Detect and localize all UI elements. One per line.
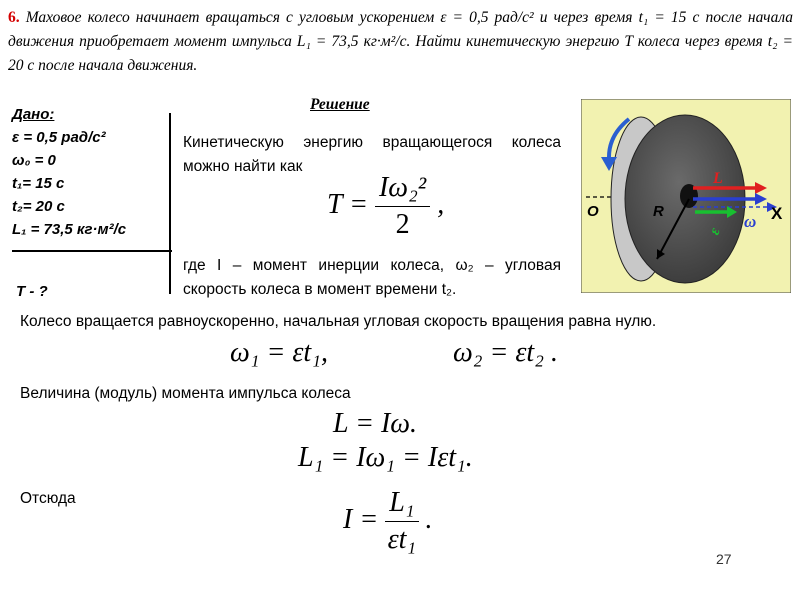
label-O: O — [587, 203, 599, 220]
given-line: t₁= 15 с — [12, 175, 65, 192]
formula-lhs: T = — [327, 188, 368, 220]
formula-lhs: I = — [343, 503, 379, 535]
given-line: L₁ = 73,5 кг·м²/с — [12, 221, 127, 238]
formula-tail: , — [437, 188, 445, 220]
label-omega: ω — [744, 212, 757, 231]
formula-fraction — [385, 487, 418, 556]
solution-title: Решение — [310, 96, 370, 113]
given-line: ε = 0,5 рад/с² — [12, 129, 106, 146]
fraction-denominator: εt₁ — [387, 524, 417, 555]
formula-omega2: ω₂ = εt₂ . — [453, 337, 558, 368]
label-L: L — [713, 170, 723, 187]
formula-tail: . — [425, 503, 433, 535]
label-epsilon: ε — [706, 225, 724, 238]
formula-omega1: ω₁ = εt₁, — [230, 337, 328, 368]
fraction-numerator: L₁ — [385, 487, 418, 522]
given-line: ω₀ = 0 — [12, 152, 56, 169]
problem-text: Маховое колесо начинает вращаться с угловым ускорением ε = 0,5 рад/с² и через время t₁ = 15 с после начала движения приобретает момент импульса L₁ = 73,5 кг·м²/с. Найти кинетическую энергию T колеса через время t₂ = 20 с после начала движения. — [8, 9, 794, 74]
solution-paragraph-2: где I – момент инерции колеса, ω₂ – угловая скорость колеса в момент времени t₂. — [183, 257, 561, 298]
given-line: t₂= 20 с — [12, 198, 65, 215]
fraction-numerator: Iω₂² — [375, 172, 430, 207]
given-title: Дано: — [12, 106, 55, 123]
page-number: 27 — [716, 551, 732, 567]
problem-statement — [8, 6, 793, 78]
solution-paragraph-4: Величина (модуль) момента импульса колеса — [20, 385, 351, 402]
formula-angular-momentum: L = Iω. — [333, 408, 418, 439]
flywheel-figure — [581, 99, 791, 293]
formula-fraction — [375, 172, 430, 241]
solution-paragraph-1: Кинетическую энергию вращающегося колеса можно найти как — [183, 134, 561, 175]
label-R: R — [653, 203, 664, 220]
formula-kinetic-energy — [327, 172, 444, 241]
formula-moment-of-inertia — [343, 487, 433, 556]
problem-number: 6. — [8, 9, 20, 26]
fraction-denominator: 2 — [395, 209, 410, 240]
solution-paragraph-3: Колесо вращается равноускоренно, начальная угловая скорость вращения равна нулю. — [20, 313, 657, 330]
label-X: X — [771, 204, 783, 223]
find-label: T - ? — [16, 283, 48, 300]
solution-paragraph-5: Отсюда — [20, 490, 76, 507]
formula-angular-momentum-t1: L₁ = Iω₁ = Iεt₁. — [298, 442, 473, 473]
given-divider-vertical — [169, 113, 171, 294]
given-block — [12, 103, 167, 241]
given-divider-horizontal — [12, 250, 172, 252]
